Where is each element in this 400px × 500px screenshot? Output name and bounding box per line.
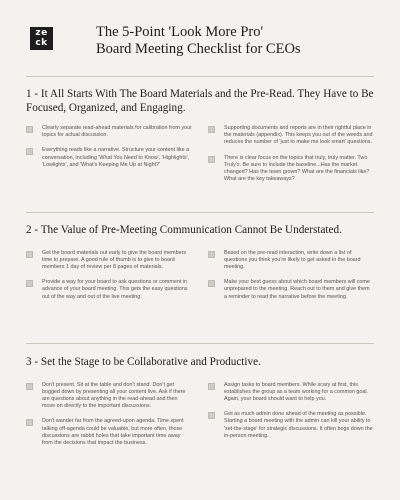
checklist-item <box>208 155 374 184</box>
checklist-item <box>26 382 192 411</box>
checklist-item-text: Get the board materials out early to give the board members time to prepare. A good rule of thumb is to give to board members 1 day of review per 8 pages of materials. <box>42 249 187 270</box>
logo-text-top: ze <box>35 28 48 38</box>
section-3 <box>26 356 374 455</box>
right-column <box>208 250 374 309</box>
checkbox[interactable] <box>208 412 215 419</box>
checklist-item-text: Don't present. Sit at the table and don't stand. Don't get bogged down by presenting all your content live. Ask if there are questions about anything in the read-ahead and then move on directly to the important discussions. <box>42 381 186 410</box>
checkbox[interactable] <box>208 280 215 287</box>
zeck-logo <box>30 27 53 50</box>
divider <box>26 343 374 344</box>
checklist-item <box>26 279 192 301</box>
checklist-item <box>26 147 192 169</box>
section-2 <box>26 224 374 309</box>
section-columns <box>26 125 374 191</box>
checkbox[interactable] <box>208 383 215 390</box>
checklist-item-text: There is clear focus on the topics that truly, truly matter. Two Truly's. Be sure to include the baseline...Has the market changed? Has the team grown? What are the financials like? What are the key takeaways? <box>224 154 370 183</box>
checklist-item <box>208 411 374 440</box>
checkbox[interactable] <box>26 251 33 258</box>
left-column <box>26 125 192 191</box>
checklist-item <box>26 125 192 139</box>
divider <box>26 212 374 213</box>
checklist-item-text: Supporting documents and reports are in their rightful place in the materials (appendix). This keeps you out of the weeds and reduces the number of 'just to make me look smart' questions. <box>224 125 373 146</box>
page-title-line-1: The 5-Point 'Look More Pro' <box>96 24 264 40</box>
checkbox[interactable] <box>208 156 215 163</box>
checklist-item-text: Provide a way for your board to ask questions or comment in advance of your board meeting. This gets the easy questions out of the way and out of the live meeting. <box>42 279 188 300</box>
checklist-item-text: Make your best guess about which board members will come unprepared to the meeting. Reach out to them and give them a reminder to read the narrative before the meeting. <box>224 279 370 300</box>
section-heading: 3 - Set the Stage to be Collaborative and Productive. <box>26 356 261 368</box>
checklist-item <box>26 418 192 447</box>
checkbox[interactable] <box>26 383 33 390</box>
page-title-line-2: Board Meeting Checklist for CEOs <box>96 41 301 57</box>
checklist-item <box>208 279 374 301</box>
checkbox[interactable] <box>26 280 33 287</box>
checklist-item-text: Assign tasks to board members. While scary at first, this establishes the group as a team working for a common goal. Again, your board should want to help you. <box>224 381 369 402</box>
right-column <box>208 382 374 456</box>
checklist-item-text: Everything reads like a narrative. Structure your content like a conversation, including 'What You Need to Know', 'Highlights', 'Lowlights', and 'What's Keeping Me Up at Night?' <box>42 147 190 168</box>
section-heading: 2 - The Value of Pre-Meeting Communication Cannot Be Understated. <box>26 224 342 236</box>
logo-text-bottom: ck <box>35 37 48 48</box>
checklist-item <box>208 125 374 147</box>
divider <box>26 76 374 77</box>
checkbox[interactable] <box>26 148 33 155</box>
section-columns <box>26 382 374 456</box>
section-heading: 1 - It All Starts With The Board Materials and the Pre-Read. They Have to Be Focused, Organized, and Engaging. <box>26 88 374 114</box>
checklist-item-text: Get as much admin done ahead of the meeting as possible. Starting a board meeting with the admin can kill your ability to 'set-the-stage' for strategic discussions. It often bogs down the in-person meeting. <box>224 411 373 439</box>
checklist-item-text: Clearly separate read-ahead materials for calibration from your topics for actual discussion. <box>42 125 192 139</box>
checklist-item-text: Don't wander far from the agreed-upon agenda. Time spent talking off-agenda could be valuable, but more often, those discussions are rabbit holes that take important time away from the decisions that impact the business. <box>42 418 184 446</box>
section-columns <box>26 250 374 309</box>
left-column <box>26 382 192 456</box>
checklist-item-text: Based on the pre-read interaction, write down a list of questions you think you're likely to get asked in the board meeting. <box>224 249 361 270</box>
right-column <box>208 125 374 191</box>
checkbox[interactable] <box>208 251 215 258</box>
checkbox[interactable] <box>208 126 215 133</box>
left-column <box>26 250 192 309</box>
checkbox[interactable] <box>26 419 33 426</box>
checkbox[interactable] <box>26 126 33 133</box>
section-1 <box>26 88 374 191</box>
checklist-item <box>26 250 192 272</box>
header <box>26 0 374 70</box>
checklist-item <box>208 382 374 404</box>
checklist-item <box>208 250 374 272</box>
page-title <box>96 24 386 58</box>
